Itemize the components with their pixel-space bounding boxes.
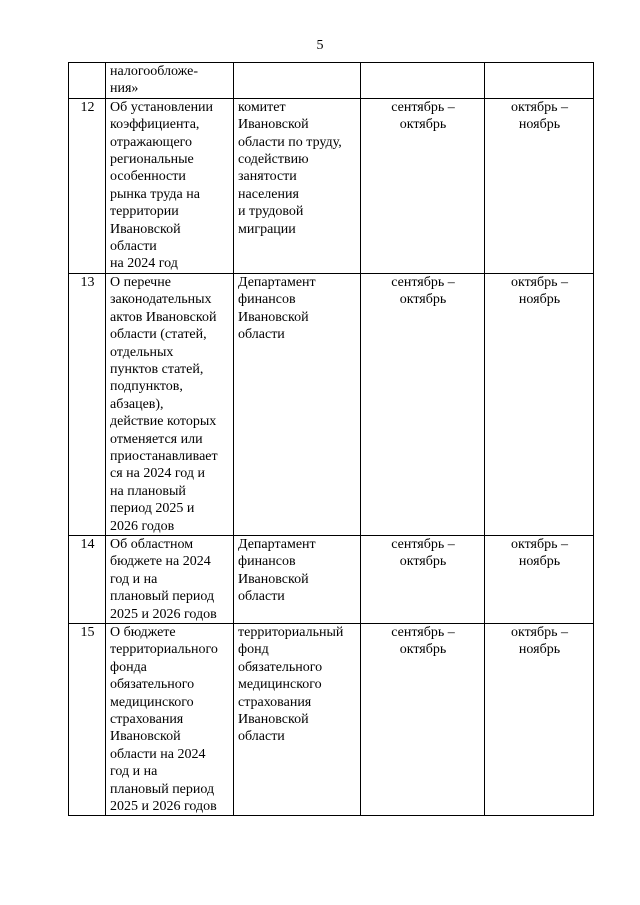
cell-text-line: и трудовой: [238, 204, 304, 220]
cell-text-line: Ивановской: [238, 309, 309, 325]
bill-name-cell: [106, 273, 234, 535]
cell-text-line: Об областном: [110, 536, 194, 552]
cell-text-line: 2026 годов: [110, 518, 175, 534]
page-number: 5: [316, 38, 324, 53]
submission-term-cell: [361, 98, 485, 273]
cell-text-line: населения: [238, 186, 299, 202]
cell-text-line: Ивановской: [110, 729, 181, 745]
cell-text-line: плановый период: [110, 589, 215, 605]
cell-text-line: октябрь: [399, 292, 447, 308]
adoption-term-cell: [485, 624, 594, 816]
cell-text-line: 2025 и 2026 годов: [110, 799, 217, 815]
cell-text-line: обязательного: [238, 659, 323, 675]
cell-text-line: действие которых: [110, 414, 217, 430]
cell-text-line: Ивановской: [110, 221, 181, 237]
cell-text-line: ния»: [110, 81, 139, 97]
cell-text-line: Об установлении: [110, 99, 214, 115]
submission-term-cell: [361, 535, 485, 623]
cell-text-line: актов Ивановской: [110, 309, 217, 325]
cell-text-line: 2025 и 2026 годов: [110, 606, 217, 622]
cell-text-line: области: [238, 729, 285, 745]
cell-text-line: год и на: [110, 764, 158, 780]
bill-name-cell: [106, 63, 234, 99]
cell-text-line: пунктов статей,: [110, 361, 204, 377]
cell-text-line: плановый период: [110, 781, 215, 797]
table-body: [69, 63, 594, 816]
cell-text-line: октябрь: [399, 642, 447, 658]
cell-text-line: медицинского: [110, 694, 194, 710]
cell-text-line: Департамент: [238, 274, 316, 290]
cell-text-line: комитет: [238, 99, 286, 115]
cell-text-line: отдельных: [110, 344, 174, 360]
cell-text-line: области на 2024: [110, 746, 206, 762]
cell-text-line: содействию: [238, 152, 309, 168]
cell-text-line: ноябрь: [518, 554, 561, 570]
table-row: [69, 273, 594, 535]
row-number-cell: 13: [69, 273, 106, 535]
cell-text-line: области: [110, 239, 157, 255]
cell-text-line: ноябрь: [518, 292, 561, 308]
cell-text-line: особенности: [110, 169, 186, 185]
cell-text-line: ся на 2024 год и: [110, 466, 205, 482]
submission-term-cell: [361, 63, 485, 99]
cell-text-line: законодательных: [110, 292, 212, 308]
cell-text-line: фонд: [238, 642, 269, 658]
cell-text-line: сентябрь –: [391, 536, 455, 552]
cell-text-line: занятости: [238, 169, 297, 185]
adoption-term-cell: [485, 273, 594, 535]
cell-text-line: территориального: [110, 642, 218, 658]
cell-text-line: сентябрь –: [391, 625, 455, 640]
cell-text-line: налогообложе-: [110, 64, 198, 79]
cell-text-line: обязательного: [110, 677, 195, 693]
cell-text-line: миграции: [238, 221, 296, 237]
cell-text-line: Департамент: [238, 536, 316, 552]
cell-text-line: октябрь –: [511, 536, 568, 552]
cell-text-line: подпунктов,: [110, 379, 183, 395]
cell-text-line: на 2024 год: [110, 256, 178, 272]
legislation-plan-table: [68, 62, 594, 816]
cell-text-line: О бюджете: [110, 625, 176, 640]
cell-text-line: области: [238, 327, 285, 343]
cell-text-line: октябрь: [399, 554, 447, 570]
table-row: [69, 98, 594, 273]
cell-text-line: октябрь –: [511, 99, 568, 115]
adoption-term-cell: [485, 63, 594, 99]
cell-text-line: сентябрь –: [391, 99, 455, 115]
cell-text-line: Ивановской: [238, 712, 309, 728]
cell-text-line: год и на: [110, 571, 158, 587]
cell-text-line: области (статей,: [110, 327, 207, 343]
cell-text-line: области: [238, 589, 285, 605]
table-row: [69, 624, 594, 816]
responsible-cell: [234, 63, 361, 99]
cell-text-line: страхования: [110, 712, 184, 728]
cell-text-line: рынка труда на: [110, 186, 200, 202]
submission-term-cell: [361, 624, 485, 816]
cell-text-line: региональные: [110, 152, 194, 168]
adoption-term-cell: [485, 98, 594, 273]
cell-text-line: октябрь –: [511, 274, 568, 290]
cell-text-line: абзацев),: [110, 396, 164, 412]
bill-name-cell: [106, 535, 234, 623]
cell-text-line: финансов: [238, 292, 296, 308]
cell-text-line: страхования: [238, 694, 312, 710]
cell-text-line: ноябрь: [518, 117, 561, 133]
cell-text-line: коэффициента,: [110, 117, 200, 133]
row-number-cell: [69, 63, 106, 99]
cell-text-line: Ивановской: [238, 117, 309, 133]
adoption-term-cell: [485, 535, 594, 623]
cell-text-line: территории: [110, 204, 179, 220]
cell-text-line: О перечне: [110, 274, 171, 290]
cell-text-line: октябрь: [399, 117, 447, 133]
cell-text-line: бюджете на 2024: [110, 554, 211, 570]
table-row: [69, 535, 594, 623]
bill-name-cell: [106, 98, 234, 273]
cell-text-line: ноябрь: [518, 642, 561, 658]
submission-term-cell: [361, 273, 485, 535]
cell-text-line: финансов: [238, 554, 296, 570]
responsible-cell: [234, 624, 361, 816]
cell-text-line: сентябрь –: [391, 274, 455, 290]
cell-text-line: медицинского: [238, 677, 322, 693]
row-number-cell: 14: [69, 535, 106, 623]
cell-text-line: октябрь –: [511, 625, 568, 640]
responsible-cell: [234, 535, 361, 623]
cell-text-line: территориальный: [238, 625, 344, 640]
cell-text-line: области по труду,: [238, 134, 342, 150]
cell-text-line: фонда: [110, 659, 147, 675]
row-number-cell: 12: [69, 98, 106, 273]
bill-name-cell: [106, 624, 234, 816]
cell-text-line: период 2025 и: [110, 501, 195, 517]
cell-text-line: отражающего: [110, 134, 193, 150]
cell-text-line: на плановый: [110, 483, 186, 499]
cell-text-line: отменяется или: [110, 431, 203, 447]
table-row-continuation: [69, 63, 594, 99]
cell-text-line: Ивановской: [238, 571, 309, 587]
row-number-cell: 15: [69, 624, 106, 816]
cell-text-line: приостанавливает: [110, 448, 218, 464]
responsible-cell: [234, 273, 361, 535]
responsible-cell: [234, 98, 361, 273]
